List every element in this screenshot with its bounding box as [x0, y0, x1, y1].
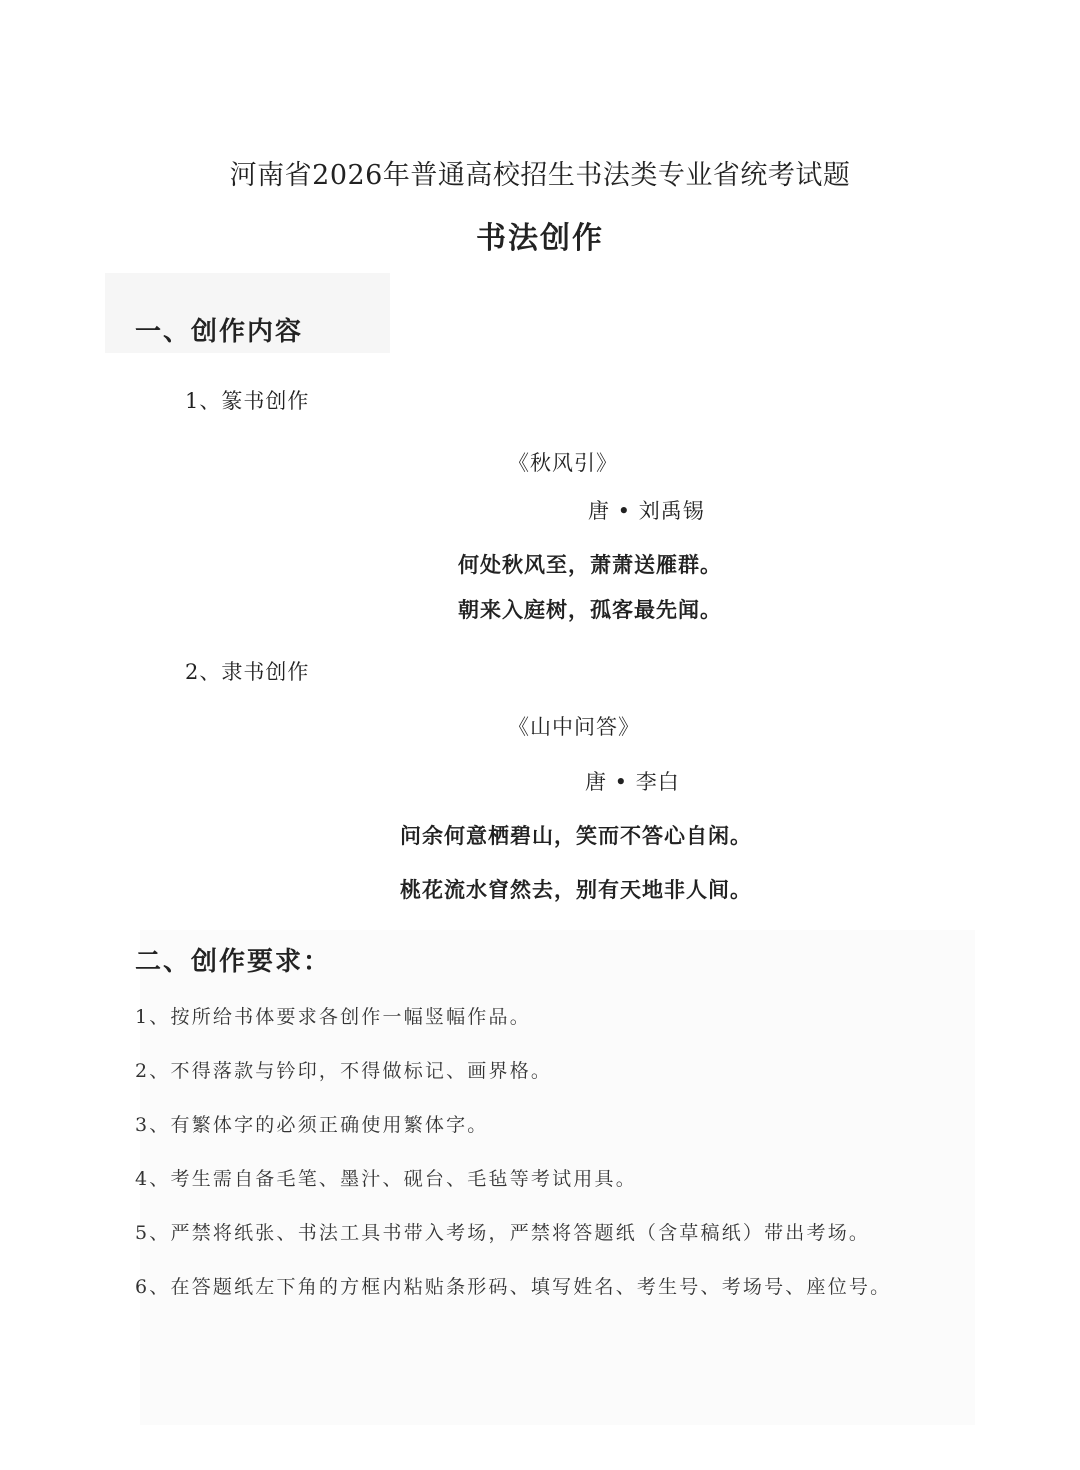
poem-author: 唐 • 李白	[585, 770, 680, 794]
requirement-item: 1、按所给书体要求各创作一幅竖幅作品。	[135, 1006, 531, 1028]
requirement-item: 6、在答题纸左下角的方框内粘贴条形码、填写姓名、考生号、考场号、座位号。	[135, 1276, 892, 1298]
requirement-item: 5、严禁将纸张、书法工具书带入考场，严禁将答题纸（含草稿纸）带出考场。	[135, 1222, 871, 1244]
requirement-item: 4、考生需自备毛笔、墨汁、砚台、毛毡等考试用具。	[135, 1168, 637, 1190]
subject-title: 书法创作	[476, 221, 604, 256]
poem-line: 朝来入庭树，孤客最先闻。	[458, 598, 722, 622]
requirement-item: 2、不得落款与钤印，不得做标记、画界格。	[135, 1060, 553, 1082]
section-heading-content: 一、创作内容	[135, 317, 304, 347]
poem-author: 唐 • 刘禹锡	[588, 499, 705, 523]
document-title: 河南省2026年普通高校招生书法类专业省统考试题	[229, 160, 851, 191]
poem-line: 问余何意栖碧山，笑而不答心自闲。	[400, 824, 752, 848]
item-clerical-script: 2、隶书创作	[185, 660, 310, 684]
poem-line: 桃花流水窅然去，别有天地非人间。	[400, 878, 752, 902]
poem-title: 《山中问答》	[508, 715, 640, 739]
item-seal-script: 1、篆书创作	[185, 389, 310, 413]
poem-title: 《秋风引》	[508, 451, 618, 475]
section-heading-requirements: 二、创作要求：	[135, 947, 332, 977]
requirement-item: 3、有繁体字的必须正确使用繁体字。	[135, 1114, 489, 1136]
poem-line: 何处秋风至，萧萧送雁群。	[458, 553, 722, 577]
